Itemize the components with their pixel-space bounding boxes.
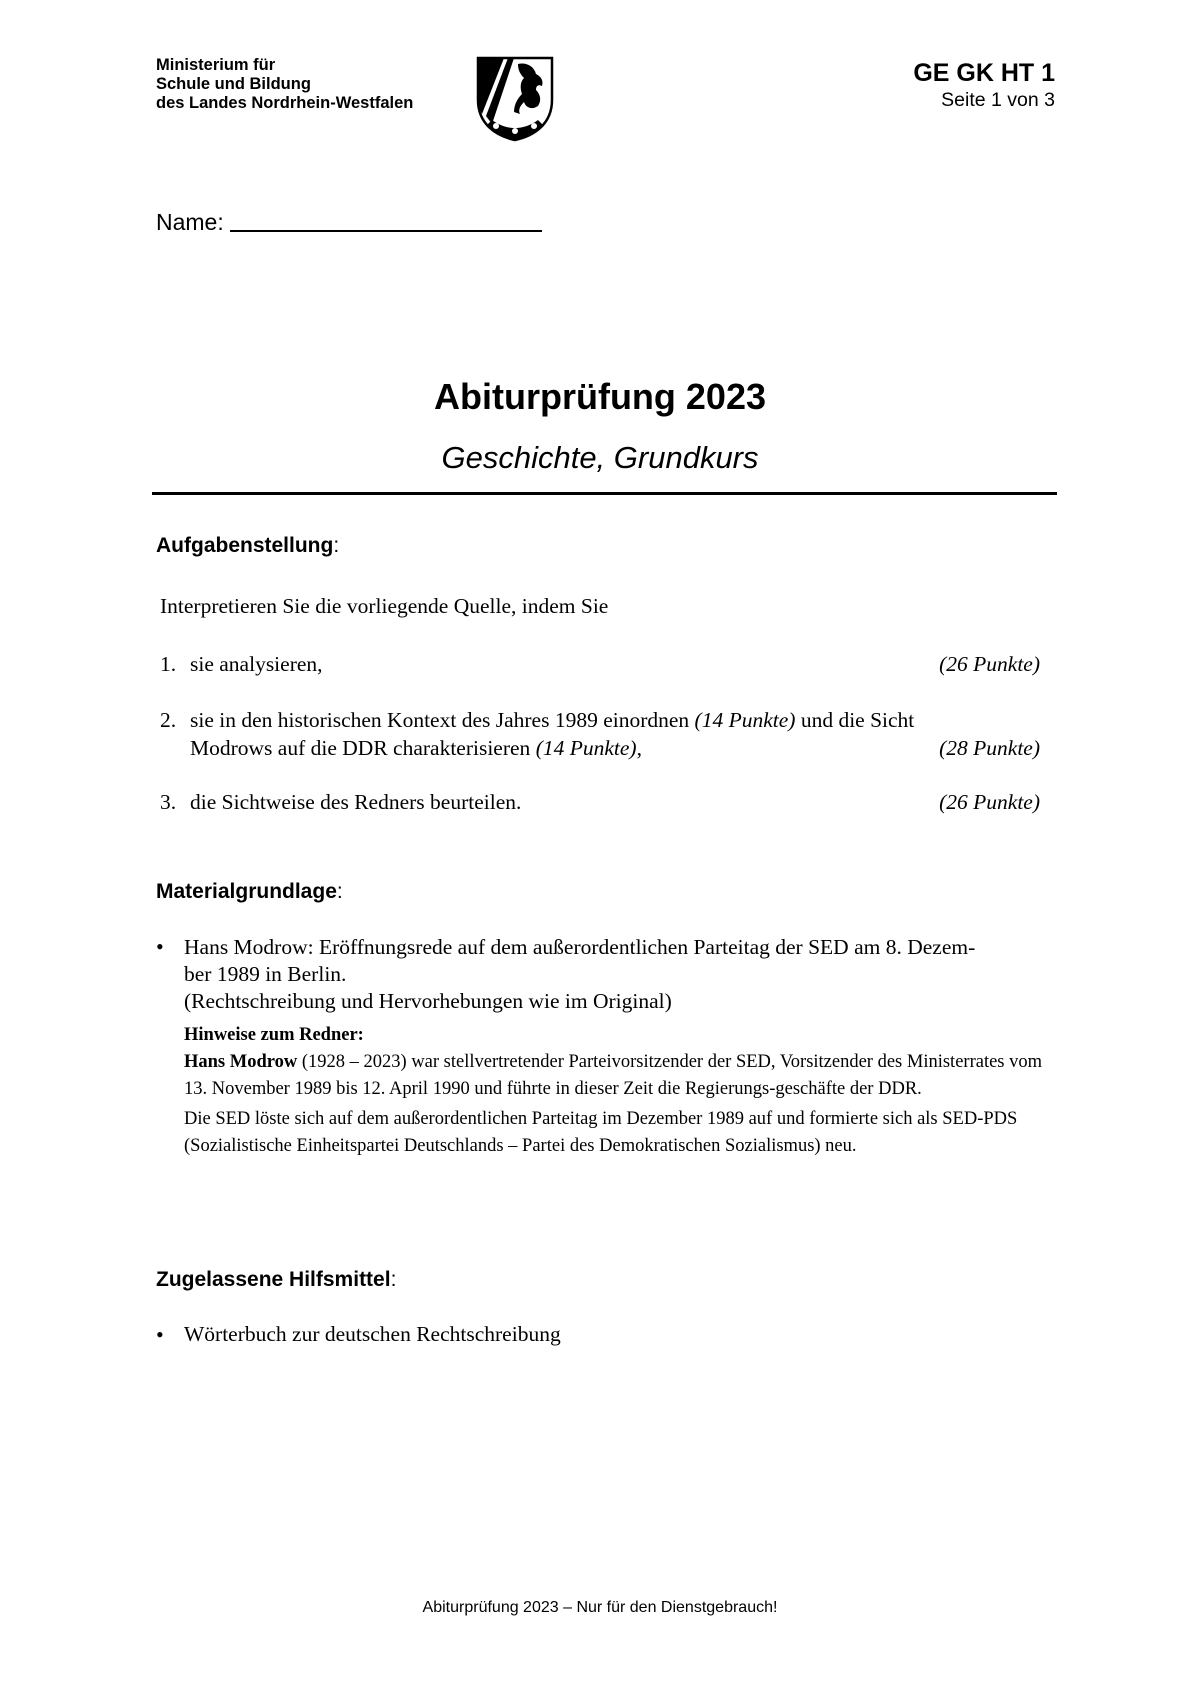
- speaker-notes-heading: Hinweise zum Redner:: [184, 1025, 364, 1045]
- task-text-line-2: Modrows auf die DDR charakterisieren (14 Punkte),: [190, 736, 642, 760]
- exam-code: GE GK HT 1: [913, 59, 1055, 87]
- bullet-icon: •: [156, 934, 164, 959]
- task-section-heading: Aufgabenstellung:: [156, 534, 340, 557]
- aids-section-heading: Zugelassene Hilfsmittel:: [156, 1268, 397, 1291]
- task-text-line-1: sie in den historischen Kontext des Jahres 1989 einordnen (14 Punkte) und die Sicht: [190, 708, 915, 732]
- page-indicator: Seite 1 von 3: [941, 89, 1055, 111]
- nrw-coat-of-arms-icon: [474, 54, 556, 142]
- task-points: (26 Punkte): [939, 790, 1040, 814]
- task-intro: Interpretieren Sie die vorliegende Quelle, indem Sie: [160, 594, 609, 618]
- source-line-2: ber 1989 in Berlin.: [184, 962, 347, 986]
- task-points: (28 Punkte): [939, 736, 1040, 760]
- task-text: die Sichtweise des Redners beurteilen.: [190, 790, 522, 814]
- name-field: [156, 208, 542, 236]
- aids-item: Wörterbuch zur deutschen Rechtschreibung: [184, 1322, 561, 1346]
- source-line-3: (Rechtschreibung und Hervorhebungen wie im Original): [184, 989, 672, 1013]
- task-number: 3.: [160, 790, 177, 814]
- ministry-name: [156, 56, 413, 113]
- name-label: Name:: [156, 209, 224, 235]
- task-text: sie analysieren,: [190, 652, 323, 676]
- task-points: (26 Punkte): [939, 652, 1040, 676]
- name-input-line[interactable]: [230, 208, 542, 232]
- page-subtitle: Geschichte, Grundkurs: [441, 440, 759, 475]
- source-line-1: Hans Modrow: Eröffnungsrede auf dem außerordentlichen Parteitag der SED am 8. Dezem-: [184, 935, 976, 959]
- material-source: [184, 934, 1054, 1015]
- page-title: Abiturprüfung 2023: [433, 376, 766, 417]
- ministry-line-3: des Landes Nordrhein-Westfalen: [156, 94, 414, 112]
- task-item-1: [160, 650, 1040, 678]
- exam-code-block: [913, 58, 1055, 112]
- speaker-notes: [184, 1022, 1054, 1160]
- speaker-bio: Hans Modrow (1928 – 2023) war stellvertretender Parteivorsitzender der SED, Vorsitzender des Ministerrates vom 13. November 1989 bis 12. April 1990 und führte in dieser Zeit die Regierungs-geschäfte der DDR.: [184, 1052, 1043, 1099]
- sed-note: Die SED löste sich auf dem außerordentlichen Parteitag im Dezember 1989 auf und formierte sich als SED-PDS (Sozialistische Einheitspartei Deutschlands – Partei des Demokratischen Sozialismus) neu.: [184, 1109, 1018, 1156]
- page-footer: Abiturprüfung 2023 – Nur für den Dienstgebrauch!: [422, 1599, 778, 1616]
- material-section-heading: Materialgrundlage:: [156, 880, 343, 903]
- ministry-line-1: Ministerium für: [156, 56, 276, 74]
- ministry-line-2: Schule und Bildung: [156, 75, 311, 93]
- task-number: 1.: [160, 652, 177, 676]
- task-number: 2.: [160, 708, 177, 732]
- task-item-2: [160, 706, 1040, 762]
- title-divider: [152, 492, 1057, 495]
- bullet-icon: •: [156, 1322, 164, 1347]
- task-item-3: [160, 788, 1040, 816]
